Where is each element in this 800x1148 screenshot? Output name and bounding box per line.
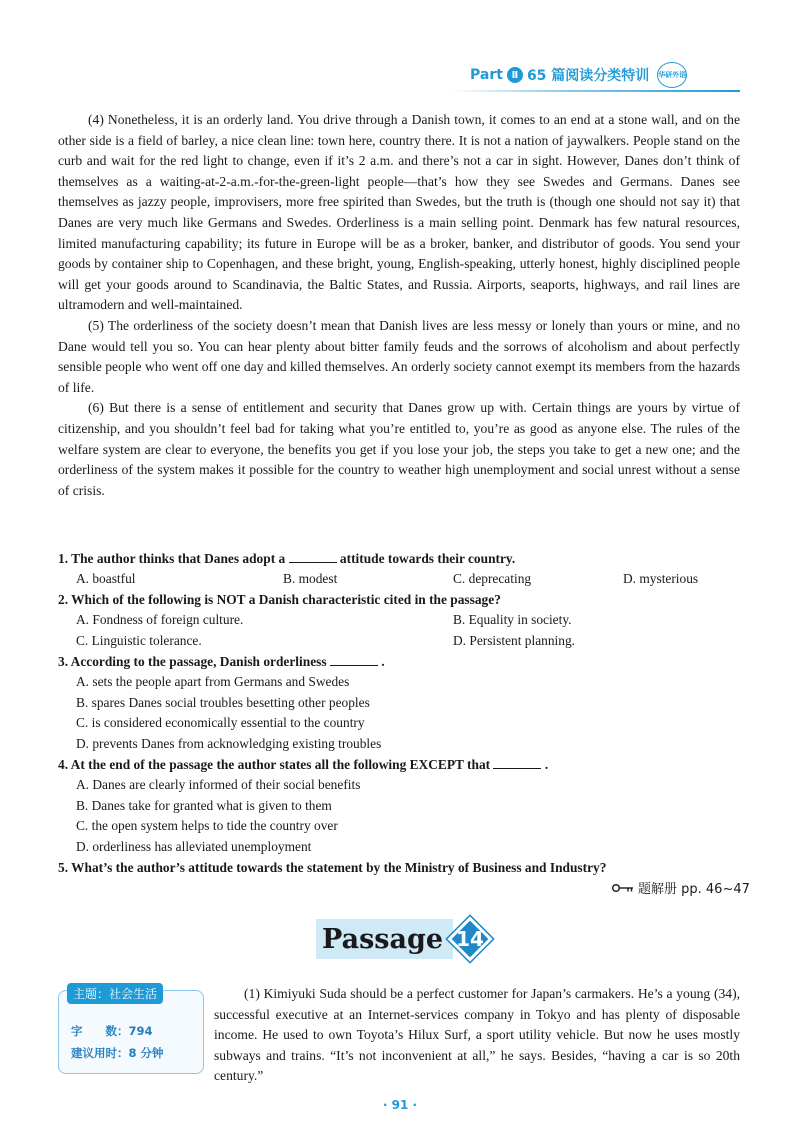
passage-number-diamond [447,916,493,962]
q4-option-c: C. the open system helps to tide the country over [76,818,338,833]
q3-option-d: D. prevents Danes from acknowledging existing troubles [76,736,382,751]
paragraph-4: (4) Nonetheless, it is an orderly land. You drive through a Danish town, it comes to an end at a stone wall, and on the other side is a field of barley, a nice clean line: town here, country there. It is not a nation of jaywalkers. People stand on the curb and wait for the red light to change, even if it’s 2 a.m. and there’s not a car in sight. However, Danes don’t think of themselves as a waiting-at-2-a.m.-for-the-green-light people—that’s how they see Swedes and Germans. Danes see themselves as jazzy people, improvisers, more free spirited than Swedes, but the truth is (though one should not say it) that Danes are very much like Germans and Swedes. Orderliness is a main selling point. Denmark has few natural resources, limited manufacturing capability; its future in Europe will be as a broker, banker, and distributor of goods. You send your goods by container ship to Copenhagen, and these bright, young, English-speaking, utterly honest, highly disciplined people will get your goods around to Scandinavia, the Baltic States, and Russia. Airports, seaports, highways, and rail lines are ultramodern and well-maintained. [58,112,740,313]
q4-option-d: D. orderliness has alleviated unemployment [76,839,312,854]
word-count-row [71,1023,153,1039]
question-1-text-a: 1. The author thinks that Danes adopt a [58,551,286,566]
answer-blank [289,549,337,563]
q1-option-a: A. boastful [76,571,136,586]
q2-option-a: A. Fondness of foreign culture. [76,612,244,627]
question-3-text-a: 3. According to the passage, Danish orderliness [58,654,327,669]
question-3 [58,652,748,673]
q4-option-b: B. Danes take for granted what is given to them [76,798,332,813]
q2-option-c: C. Linguistic tolerance. [76,633,202,648]
question-1 [58,549,748,570]
part-number-badge: Ⅱ [507,67,523,83]
question-4-text-a: 4. At the end of the passage the author states all the following EXCEPT that [58,757,491,772]
time-row [71,1045,164,1061]
header-divider [450,90,740,92]
page-number: · 91 · [382,1098,418,1112]
header-part: Part [470,67,503,83]
header-title: 65 篇阅读分类特训 [526,68,650,84]
q4-option-a: A. Danes are clearly informed of their social benefits [76,777,361,792]
q1-option-d: D. mysterious [623,571,699,586]
theme-box [58,987,204,1074]
question-4 [58,755,748,776]
q2-option-b: B. Equality in society. [453,612,572,627]
q2-option-d: D. Persistent planning. [453,633,575,648]
question-5: 5. What’s the author’s attitude towards the statement by the Ministry of Business and Industry? [58,860,607,875]
answer-blank [493,755,541,769]
key-icon [612,883,634,893]
q1-option-b: B. modest [283,571,338,586]
q3-option-c: C. is considered economically essential to the country [76,715,365,730]
answer-blank [330,652,378,666]
page-header [470,62,750,88]
publisher-logo: 华研外语 [657,62,687,88]
time-value: 8 分钟 [128,1046,164,1060]
answer-reference-text: 题解册 pp. 46~47 [638,882,750,897]
question-4-text-b: . [544,757,549,772]
q1-option-c: C. deprecating [453,571,532,586]
passage-title: Passage [316,919,453,959]
time-label: 建议用时： [71,1046,129,1060]
paragraph-6: (6) But there is a sense of entitlement and security that Danes grow up with. Certain things are yours by virtue of citizenship, and you shouldn’t feel bad for taking what you’re entitled to, you’re as good as anyone else. The rules of the welfare system are clear to everyone, the benefits you get if you lose your job, the steps you take to get a new one; and the orderliness of the system makes it possible for the country to weather high unemployment and social unrest without a sense of crisis. [58,400,740,498]
question-3-text-b: . [381,654,385,669]
passage14-paragraph-1: (1) Kimiyuki Suda should be a perfect customer for Japan’s carmakers. He’s a young (34), successful executive at an Internet-services company in Tokyo and has plenty of disposable income. He used to own Toyota’s Hilux Surf, a sport utility vehicle. But now he uses mostly subways and trains. “It’s not inconvenient at all,” he says. Besides, “having a car is so 20th century.” [214,986,740,1084]
q3-option-b: B. spares Danes social troubles besetting other peoples [76,695,370,710]
word-count-value: 794 [128,1024,153,1038]
passage-banner [316,916,493,962]
q3-option-a: A. sets the people apart from Germans and Swedes [76,674,350,689]
passage-number: 14 [456,927,484,951]
answer-reference [612,878,750,897]
passage-body [58,110,740,501]
question-1-text-b: attitude towards their country. [339,551,516,566]
paragraph-5: (5) The orderliness of the society doesn’t mean that Danish lives are less messy or lonely than yours or mine, and no Dane would tell you so. You can hear plenty about bitter family feuds and the sorrows of alcoholism and about perfectly sensible people who went off one day and killed themselves. An orderly society cannot exempt its members from the hazards of life. [58,317,740,395]
question-2: 2. Which of the following is NOT a Danish characteristic cited in the passage? [58,592,501,607]
theme-tag: 主题：社会生活 [67,983,163,1004]
word-count-label: 字 数： [71,1024,129,1038]
